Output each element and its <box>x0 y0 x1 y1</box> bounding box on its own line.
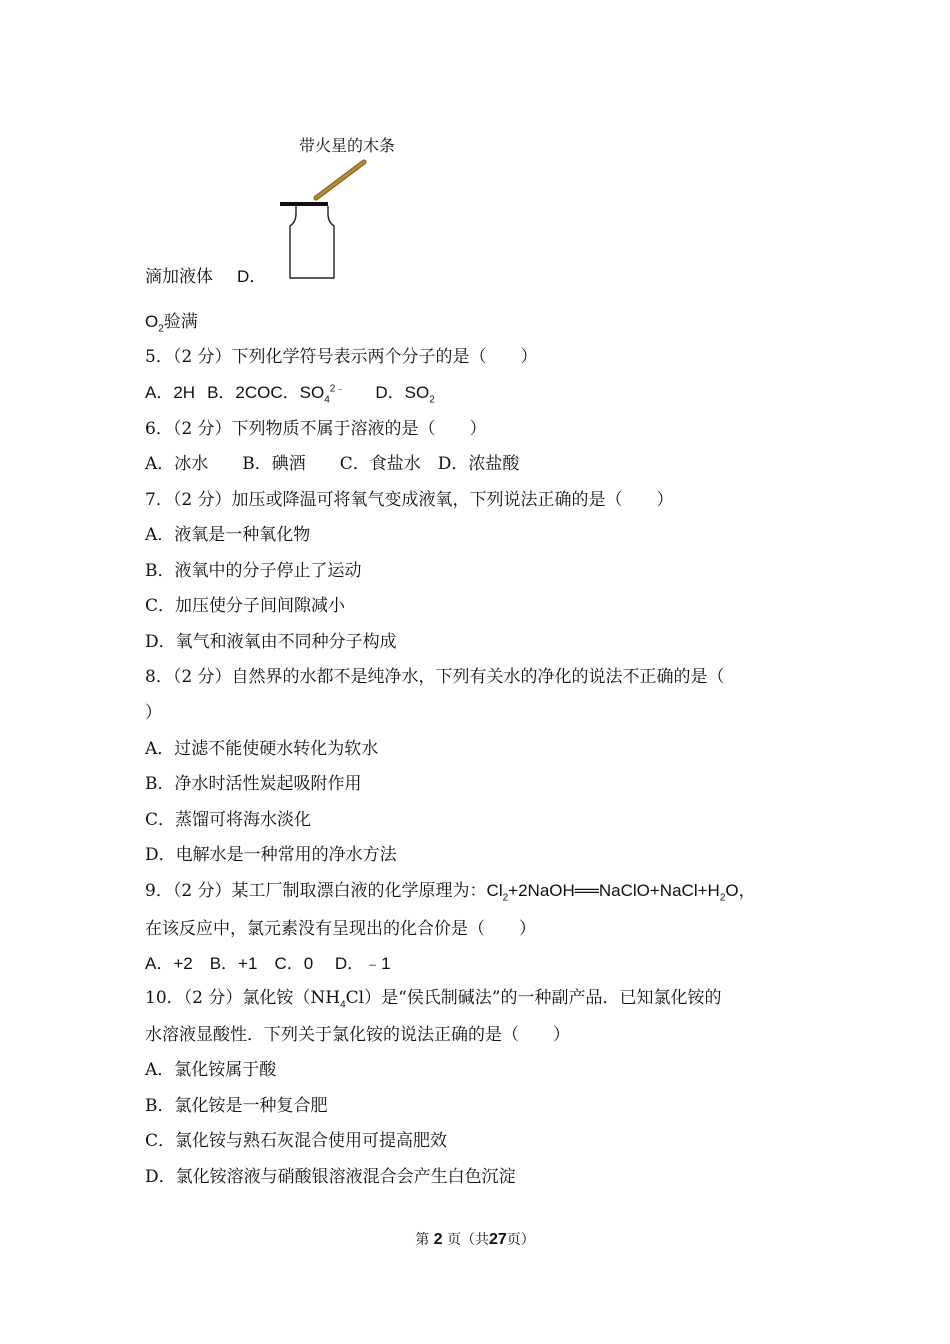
question-8-option-c: C．蒸馏可将海水淡化 <box>145 810 312 830</box>
option-d-marker: D． <box>237 267 267 286</box>
question-10-option-a: A．氯化铵属于酸 <box>145 1060 277 1080</box>
question-10-option-d: D．氯化铵溶液与硝酸银溶液混合会产生白色沉淀 <box>145 1167 516 1187</box>
question-9: 9．（2 分）某工厂制取漂白液的化学原理为：$Cl_2+2NaOH══NaClO+NaCl+H_2O$， <box>145 881 756 904</box>
question-7-option-d: D．氧气和液氧由不同种分子构成 <box>145 632 397 652</box>
question-10-option-b: B．氯化铵是一种复合肥 <box>145 1096 328 1116</box>
question-7-option-c: C．加压使分子间间隙减小 <box>145 596 346 616</box>
page-footer: 第 2 页（共27页） <box>415 1231 535 1248</box>
question-10: 10．（2 分）氯化铵$(NH_4Cl)$是“侯氏制碱法”的一种副产品．已知氯化铵的 <box>145 988 722 1011</box>
question-10-continued: 水溶液显酸性．下列关于氯化铵的说法正确的是（ ） <box>145 1025 570 1045</box>
question-8-option-d: D．电解水是一种常用的净水方法 <box>145 845 397 865</box>
question-7-option-b: B．液氧中的分子停止了运动 <box>145 561 362 581</box>
question-6-options: A．冰水 B．碘酒 C．食盐水 D．浓盐酸 <box>145 454 520 474</box>
question-5: 5．（2 分）下列化学符号表示两个分子的是（ ） <box>145 347 538 367</box>
question-10-option-c: C．氯化铵与熟石灰混合使用可提高肥效 <box>145 1131 448 1151</box>
figure-caption: 带火星的木条 <box>298 136 395 155</box>
question-7-option-a: A．液氧是一种氧化物 <box>145 525 311 545</box>
gas-jar-splint-icon <box>272 130 422 288</box>
total-page-count: 27 <box>489 1231 507 1248</box>
option-c-label: 滴加液体 <box>145 267 213 287</box>
current-page-number: 2 <box>433 1231 443 1248</box>
option-d-caption: $O_2$验满 <box>145 312 198 335</box>
question-7: 7．（2 分）加压或降温可将氧气变成液氧，下列说法正确的是（ ） <box>145 490 674 510</box>
chemical-equation: $Cl_2+2NaOH══NaClO+NaCl+H_2O$， <box>486 881 756 904</box>
question-9-continued: 在该反应中，氯元素没有呈现出的化合价是（ ） <box>145 919 536 939</box>
gas-jar-figure <box>272 130 422 288</box>
question-8-option-a: A．过滤不能使硬水转化为软水 <box>145 739 379 759</box>
question-8-option-b: B．净水时活性炭起吸附作用 <box>145 774 362 794</box>
question-5-options: A．2H B．2COC．$SO_4^{2﹣}$ D．$SO_2$ <box>145 383 435 406</box>
question-8: 8．（2 分）自然界的水都不是纯净水，下列有关水的净化的说法不正确的是（ <box>145 667 725 687</box>
question-6: 6．（2 分）下列物质不属于溶液的是（ ） <box>145 419 487 439</box>
option-c-caption <box>145 266 266 288</box>
question-8-continued: ） <box>145 703 162 723</box>
question-9-options: A．+2 B．+1 C．0 D．﹣1 <box>145 954 391 973</box>
